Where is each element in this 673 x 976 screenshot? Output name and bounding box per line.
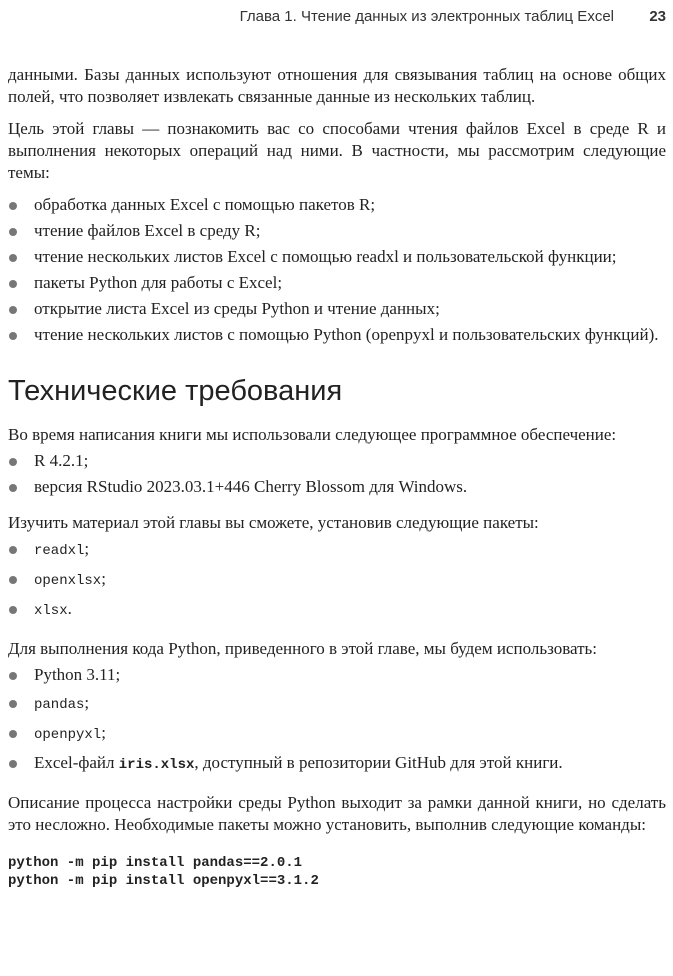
paragraph-chapter-goal: Цель этой главы — познакомить вас со способами чтения файлов Excel в среде R и выполнения некоторых операций над ними. В частности, мы рассмотрим следующие темы: — [8, 119, 666, 182]
package-name: pandas — [34, 697, 85, 713]
page-number: 23 — [649, 8, 666, 25]
list-item: чтение нескольких листов Excel с помощью readxl и пользовательской функции; — [8, 246, 666, 268]
section-heading: Технические требования — [8, 375, 343, 407]
paragraph-software-intro: Во время написания книги мы использовали следующее программное обеспечение: — [8, 425, 617, 444]
page-body — [8, 64, 666, 890]
code-block — [8, 854, 666, 890]
list-item: openxlsx; — [8, 568, 666, 592]
code-line: python -m pip install openpyxl==3.1.2 — [8, 873, 319, 889]
list-item: openpyxl; — [8, 722, 666, 746]
package-name: openxlsx — [34, 573, 102, 589]
python-list — [8, 664, 666, 776]
list-item: R 4.2.1; — [8, 450, 666, 472]
list-item: Python 3.11; — [8, 664, 666, 686]
package-name: openpyxl — [34, 727, 102, 743]
paragraph-continuation: данными. Базы данных используют отношения для связывания таблиц на основе общих полей, что позволяет извлекать связанные данные из нескольких таблиц. — [8, 65, 666, 106]
list-item: открытие листа Excel из среды Python и чтение данных; — [8, 298, 666, 320]
list-item: pandas; — [8, 692, 666, 716]
software-list — [8, 450, 666, 498]
running-header — [0, 8, 666, 28]
packages-list — [8, 538, 666, 622]
package-name: xlsx — [34, 603, 68, 619]
list-item: readxl; — [8, 538, 666, 562]
list-item: пакеты Python для работы с Excel; — [8, 272, 666, 294]
list-item: версия RStudio 2023.03.1+446 Cherry Blossom для Windows. — [8, 476, 666, 498]
list-item: Excel-файл iris.xlsx, доступный в репозитории GitHub для этой книги. — [8, 752, 666, 776]
paragraph-setup: Описание процесса настройки среды Python выходит за рамки данной книги, но сделать это несложно. Необходимые пакеты можно установить, выполнив следующие команды: — [8, 793, 666, 834]
file-name: iris.xlsx — [118, 757, 195, 773]
chapter-title: Глава 1. Чтение данных из электронных таблиц Excel — [239, 8, 614, 25]
paragraph-python-intro: Для выполнения кода Python, приведенного в этой главе, мы будем использовать: — [8, 639, 598, 658]
list-item: чтение файлов Excel в среду R; — [8, 220, 666, 242]
list-item: обработка данных Excel с помощью пакетов R; — [8, 194, 666, 216]
list-item: xlsx. — [8, 598, 666, 622]
code-line: python -m pip install pandas==2.0.1 — [8, 855, 303, 871]
list-item: чтение нескольких листов с помощью Python (openpyxl и пользовательских функций). — [8, 324, 666, 346]
package-name: readxl — [34, 543, 85, 559]
paragraph-packages-intro: Изучить материал этой главы вы сможете, установив следующие пакеты: — [8, 513, 539, 532]
topics-list — [8, 194, 666, 346]
